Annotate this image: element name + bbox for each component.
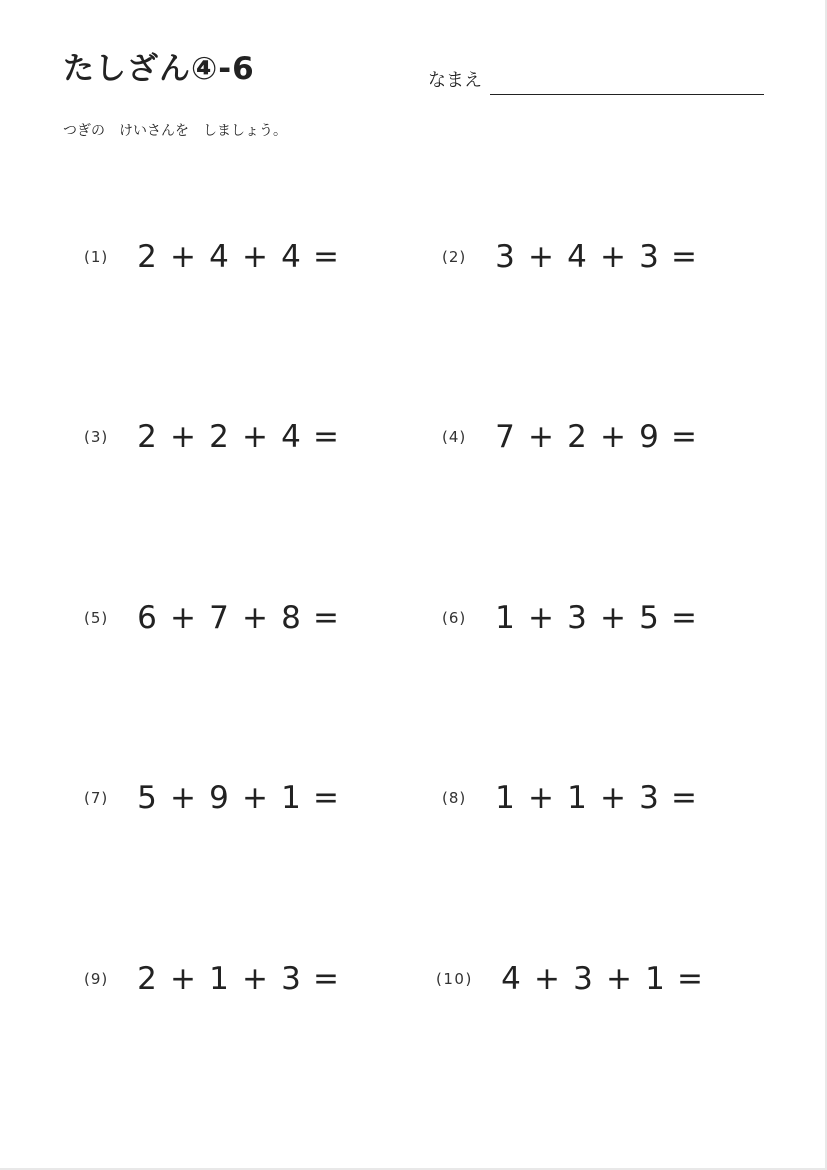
problem-1 bbox=[84, 237, 346, 277]
operand-1: 2 bbox=[137, 239, 157, 275]
plus-sign: + bbox=[242, 600, 268, 636]
problem-6 bbox=[442, 598, 704, 638]
operand-2: 3 bbox=[567, 600, 587, 636]
plus-sign: + bbox=[170, 419, 196, 455]
problem-expression bbox=[132, 239, 346, 275]
equals-sign: = bbox=[313, 239, 339, 275]
operand-2: 4 bbox=[209, 239, 229, 275]
operand-3: 4 bbox=[281, 419, 301, 455]
problem-expression bbox=[490, 419, 704, 455]
name-label: なまえ bbox=[428, 70, 482, 91]
operand-3: 1 bbox=[645, 961, 665, 997]
equals-sign: = bbox=[313, 419, 339, 455]
operand-2: 2 bbox=[567, 419, 587, 455]
operand-3: 1 bbox=[281, 780, 301, 816]
operand-1: 1 bbox=[495, 780, 515, 816]
operand-2: 9 bbox=[209, 780, 229, 816]
equals-sign: = bbox=[677, 961, 703, 997]
problem-9 bbox=[84, 959, 346, 999]
plus-sign: + bbox=[528, 419, 554, 455]
problem-7 bbox=[84, 778, 346, 818]
equals-sign: = bbox=[313, 961, 339, 997]
problem-3 bbox=[84, 417, 346, 457]
plus-sign: + bbox=[600, 780, 626, 816]
plus-sign: + bbox=[170, 961, 196, 997]
problem-5 bbox=[84, 598, 346, 638]
operand-2: 2 bbox=[209, 419, 229, 455]
operand-2: 4 bbox=[567, 239, 587, 275]
problem-number: (10) bbox=[436, 970, 473, 988]
plus-sign: + bbox=[600, 239, 626, 275]
equals-sign: = bbox=[313, 600, 339, 636]
equals-sign: = bbox=[671, 780, 697, 816]
plus-sign: + bbox=[534, 961, 560, 997]
operand-1: 1 bbox=[495, 600, 515, 636]
equals-sign: = bbox=[671, 600, 697, 636]
problem-4 bbox=[442, 417, 704, 457]
problem-10 bbox=[436, 959, 710, 999]
plus-sign: + bbox=[242, 239, 268, 275]
operand-3: 4 bbox=[281, 239, 301, 275]
problem-expression bbox=[496, 961, 710, 997]
name-field-line[interactable] bbox=[490, 94, 764, 95]
operand-3: 3 bbox=[639, 780, 659, 816]
problem-expression bbox=[132, 600, 346, 636]
problem-expression bbox=[132, 961, 346, 997]
plus-sign: + bbox=[600, 600, 626, 636]
problem-expression bbox=[132, 419, 346, 455]
operand-1: 2 bbox=[137, 419, 157, 455]
operand-3: 8 bbox=[281, 600, 301, 636]
problem-number: (1) bbox=[84, 248, 109, 266]
operand-2: 1 bbox=[209, 961, 229, 997]
plus-sign: + bbox=[528, 600, 554, 636]
problem-expression bbox=[490, 600, 704, 636]
plus-sign: + bbox=[600, 419, 626, 455]
operand-2: 3 bbox=[573, 961, 593, 997]
problem-number: (3) bbox=[84, 428, 109, 446]
plus-sign: + bbox=[170, 780, 196, 816]
problem-2 bbox=[442, 237, 704, 277]
problem-number: (5) bbox=[84, 609, 109, 627]
problem-expression bbox=[132, 780, 346, 816]
problem-number: (2) bbox=[442, 248, 467, 266]
problem-expression bbox=[490, 780, 704, 816]
problem-8 bbox=[442, 778, 704, 818]
plus-sign: + bbox=[242, 780, 268, 816]
problem-expression bbox=[490, 239, 704, 275]
plus-sign: + bbox=[242, 419, 268, 455]
operand-1: 4 bbox=[501, 961, 521, 997]
plus-sign: + bbox=[242, 961, 268, 997]
problem-number: (6) bbox=[442, 609, 467, 627]
operand-2: 1 bbox=[567, 780, 587, 816]
operand-3: 5 bbox=[639, 600, 659, 636]
problem-number: (8) bbox=[442, 789, 467, 807]
operand-3: 3 bbox=[639, 239, 659, 275]
operand-2: 7 bbox=[209, 600, 229, 636]
operand-3: 9 bbox=[639, 419, 659, 455]
operand-1: 2 bbox=[137, 961, 157, 997]
plus-sign: + bbox=[528, 780, 554, 816]
operand-1: 7 bbox=[495, 419, 515, 455]
operand-3: 3 bbox=[281, 961, 301, 997]
worksheet-title: たしざん④-6 bbox=[63, 51, 255, 87]
plus-sign: + bbox=[606, 961, 632, 997]
plus-sign: + bbox=[170, 600, 196, 636]
problem-number: (7) bbox=[84, 789, 109, 807]
operand-1: 5 bbox=[137, 780, 157, 816]
equals-sign: = bbox=[313, 780, 339, 816]
plus-sign: + bbox=[170, 239, 196, 275]
problem-number: (9) bbox=[84, 970, 109, 988]
problem-number: (4) bbox=[442, 428, 467, 446]
equals-sign: = bbox=[671, 419, 697, 455]
operand-1: 6 bbox=[137, 600, 157, 636]
plus-sign: + bbox=[528, 239, 554, 275]
instruction-text: つぎの けいさんを しましょう。 bbox=[63, 123, 287, 139]
operand-1: 3 bbox=[495, 239, 515, 275]
equals-sign: = bbox=[671, 239, 697, 275]
